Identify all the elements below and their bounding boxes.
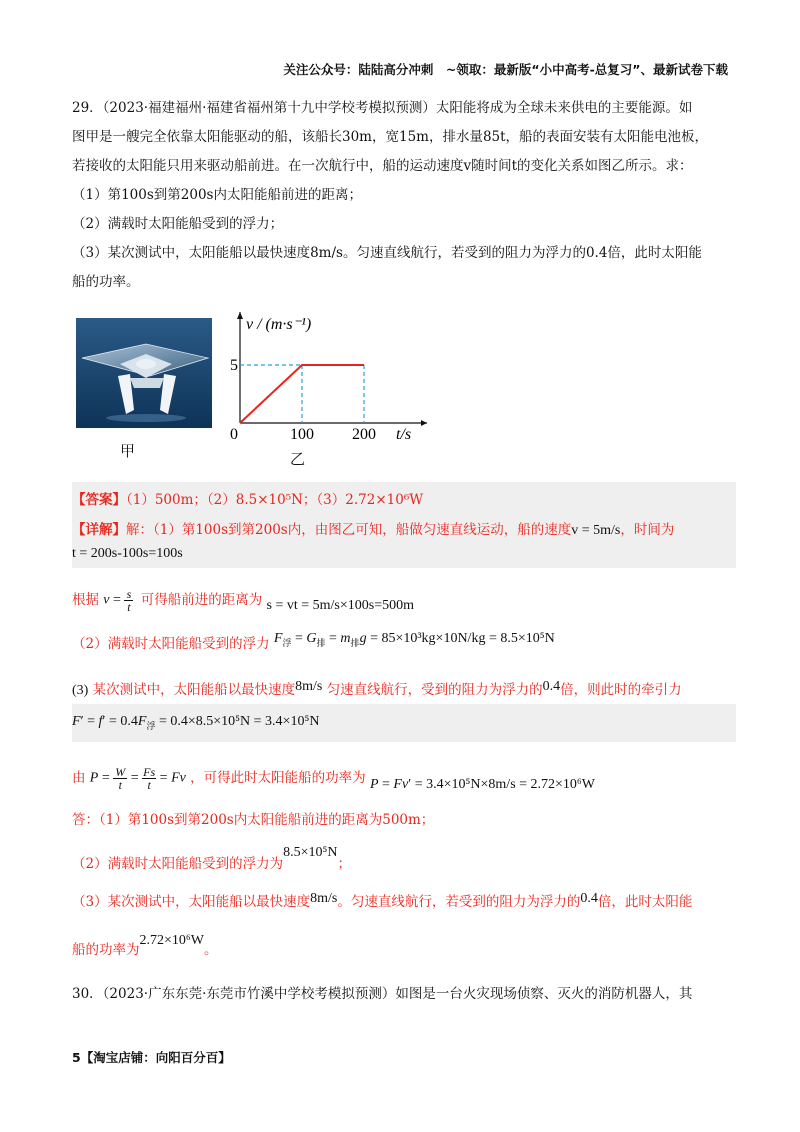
detail-line-5	[72, 678, 682, 699]
answer-line	[72, 488, 423, 508]
detail-text: 倍，则此时的牵引力	[560, 682, 682, 698]
velocity-time-graph	[222, 306, 432, 466]
question-29	[72, 94, 732, 297]
question-30: 30．（2023·广东东莞·东莞市竹溪中学校考模拟预测）如图是一台火灾现场侦察、灭火的消防机器人，其	[72, 986, 693, 1002]
buoyancy-result: 8.5×10⁵N	[283, 845, 338, 860]
traction-value: = 0.4×8.5×10⁵N = 3.4×10⁵N	[158, 714, 320, 729]
figure-b-caption: 乙	[290, 450, 306, 468]
x-axis-label: t/s	[396, 426, 412, 443]
detail-text: 解：（1）第100s到第200s内，由图乙可知，船做匀速直线运动，船的速度	[126, 522, 572, 538]
conclusion-text: 。匀速直线航行，若受到的阻力为浮力的	[337, 894, 581, 910]
detail-line-1	[72, 518, 674, 539]
power-value: = 3.4×10⁵N×8m/s = 2.72×10⁶W	[414, 777, 596, 792]
fraction-denominator: t	[127, 600, 131, 614]
conclusion-line-4	[72, 933, 218, 959]
conclusion-text: ；	[337, 856, 351, 872]
buoyancy-value: = 85×10³kg×10N/kg = 8.5×10⁵N	[370, 631, 555, 646]
question-line: 29．（2023·福建福州·福建省福州第十九中学校考模拟预测）太阳能将成为全球未来供电的主要能源。如	[72, 100, 693, 116]
part-number: (3)	[72, 683, 89, 698]
detail-text: 某次测试中，太阳能船以最快速度	[92, 682, 296, 698]
traction-formula: $F' = f' = 0.4F_浮 = 0.4\times 8.5\times 10^5N = 3.4\times 10^5N$	[72, 714, 320, 731]
detail-line-4	[72, 632, 555, 655]
y-tick-label: 5	[230, 357, 238, 374]
question-line: 船的功率。	[72, 274, 140, 290]
question-line: （2）满载时太阳能船受到的浮力；	[72, 216, 284, 232]
time-formula: t = 200s-100s=100s	[72, 546, 183, 561]
detail-label: 【详解】	[72, 522, 126, 538]
detail-text: 匀速直线航行，受到的阻力为浮力的	[326, 682, 543, 698]
solar-boat-image	[76, 318, 212, 428]
detail-text: ，时间为	[620, 522, 675, 538]
speed-value: 8m/s	[310, 891, 338, 906]
x-tick-label: 100	[290, 426, 314, 443]
question-line: （1）第100s到第200s内太阳能船前进的距离；	[72, 187, 362, 203]
detail-line-3	[72, 588, 414, 613]
question-line: （3）某次测试中，太阳能船以最快速度8m/s。匀速直线航行，若受到的阻力为浮力的0.4倍，此时太阳能	[72, 245, 702, 261]
detail-text: 由	[72, 770, 86, 786]
detail-text: （2）满载时太阳能船受到的浮力	[72, 636, 270, 652]
conclusion-text: （3）某次测试中，太阳能船以最快速度	[72, 894, 311, 910]
conclusion-text: 船的功率为	[72, 942, 140, 958]
conclusion-line-3	[72, 890, 692, 911]
detail-text: 根据	[72, 592, 99, 608]
distance-formula: s = vt = 5m/s×100s=500m	[266, 598, 415, 613]
conclusion-text: 倍，此时太阳能	[597, 894, 693, 910]
y-axis-arrow	[237, 312, 243, 319]
conclusion-text: 。	[204, 942, 218, 958]
velocity-formula: v = $\frac{s}{t}$	[103, 588, 133, 613]
answer-label: 【答案】	[72, 492, 126, 508]
speed-value: 8m/s	[295, 679, 323, 694]
origin-label: 0	[230, 426, 238, 443]
figure-a-caption: 甲	[120, 442, 136, 460]
power-result: 2.72×10⁶W	[139, 933, 204, 948]
x-axis-arrow	[421, 420, 427, 426]
question-line: 若接收的太阳能只用来驱动船前进。在一次航行中，船的运动速度v随时间t的变化关系如图乙所示。求：	[72, 158, 693, 174]
power-definition: P = $\frac{W}{t}$ = $\frac{Fs}{t}$ = Fv	[89, 765, 186, 792]
y-axis-label: v / (m·s⁻¹)	[246, 316, 312, 333]
buoyancy-formula: $F_浮 = G_排 = m_排g = 85\times 10^3kg\times 10N/kg = 8.5\times 10^5N$	[273, 631, 555, 648]
detail-line-7	[72, 766, 595, 791]
page-header: 关注公众号：陆陆高分冲刺 ~领取：最新版“小中高考-总复习”、最新试卷下载	[283, 62, 728, 77]
page-footer: 5【淘宝店铺：向阳百分百】	[72, 1050, 231, 1065]
detail-text: 可得船前进的距离为	[140, 592, 263, 608]
velocity-value: v = 5m/s	[571, 523, 621, 538]
answer-text: （1）500m；（2）8.5×10⁵N；（3）2.72×10⁶W	[126, 492, 424, 508]
x-tick-label: 200	[352, 426, 376, 443]
ratio-value: 0.4	[542, 679, 561, 694]
conclusion-text: （2）满载时太阳能船受到的浮力为	[72, 856, 284, 872]
conclusion-line-2	[72, 845, 351, 873]
ratio-value: 0.4	[580, 891, 598, 906]
question-line: 图甲是一艘完全依靠太阳能驱动的船，该船长30m，宽15m，排水量85t，船的表面安装有太阳能电池板，	[72, 129, 709, 145]
detail-text: ，可得此时太阳能船的功率为	[190, 770, 366, 786]
conclusion-line-1: 答：（1）第100s到第200s内太阳能船前进的距离为500m；	[72, 812, 435, 828]
power-formula: P = Fv′ = 3.4×10⁵N×8m/s = 2.72×10⁶W	[369, 777, 596, 792]
fraction-numerator: s	[126, 587, 132, 601]
